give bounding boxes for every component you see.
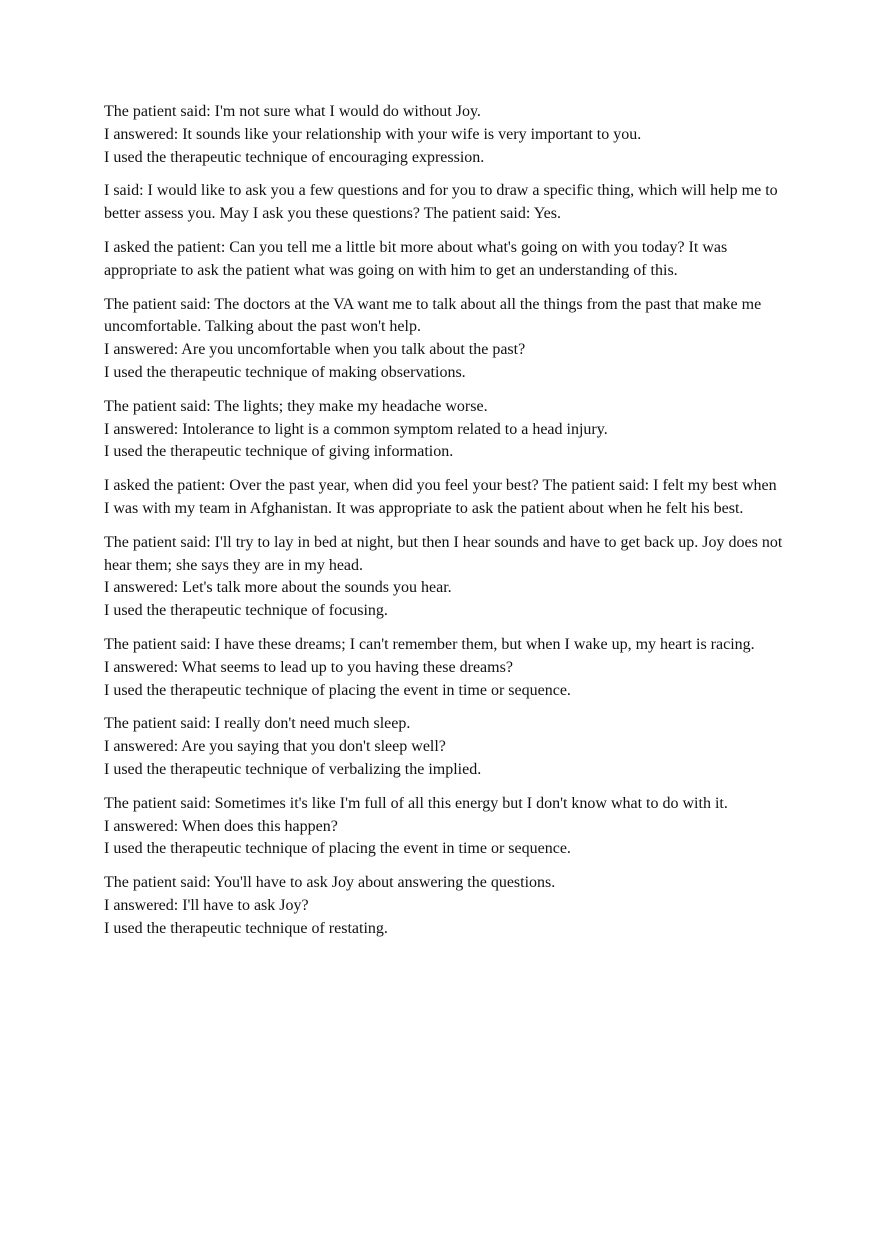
text-line: I used the therapeutic technique of making observations. xyxy=(104,363,466,381)
text-line: I used the therapeutic technique of verbalizing the implied. xyxy=(104,760,482,778)
paragraph xyxy=(104,532,784,623)
text-line: I used the therapeutic technique of focusing. xyxy=(104,602,388,620)
text-line: The patient said: The lights; they make my headache worse. xyxy=(104,397,488,415)
text-line: I answered: I'll have to ask Joy? xyxy=(104,896,309,914)
paragraph xyxy=(104,475,784,521)
text-line: I used the therapeutic technique of restating. xyxy=(104,919,388,937)
text-line: The patient said: You'll have to ask Joy about answering the questions. xyxy=(104,874,556,892)
text-line: I asked the patient: Over the past year, when did you feel your best? The patient said: I felt my best when I was with my team in Afghanistan. It was appropriate to ask the patient about when he felt his best. xyxy=(104,477,777,517)
text-line: The patient said: I really don't need much sleep. xyxy=(104,715,411,733)
text-line: I said: I would like to ask you a few questions and for you to draw a specific thing, which will help me to better assess you. May I ask you these questions? The patient said: Yes. xyxy=(104,182,778,223)
text-line: I answered: Are you uncomfortable when you talk about the past? xyxy=(104,341,526,359)
text-line: I answered: It sounds like your relationship with your wife is very important to you. xyxy=(104,125,642,143)
paragraph xyxy=(104,396,784,464)
text-line: I used the therapeutic technique of placing the event in time or sequence. xyxy=(104,840,571,858)
text-line: I answered: Let's talk more about the sounds you hear. xyxy=(104,579,452,597)
text-line: The patient said: I have these dreams; I can't remember them, but when I wake up, my heart is racing. xyxy=(104,635,755,653)
text-line: I answered: Are you saying that you don't sleep well? xyxy=(104,738,446,756)
paragraph xyxy=(104,793,784,861)
paragraph xyxy=(104,101,784,169)
paragraph xyxy=(104,872,784,940)
text-line: The patient said: I'm not sure what I would do without Joy. xyxy=(104,103,481,120)
paragraph xyxy=(104,634,784,702)
paragraph xyxy=(104,237,784,283)
text-line: I answered: When does this happen? xyxy=(104,817,338,835)
paragraph xyxy=(104,713,784,781)
text-line: I used the therapeutic technique of encouraging expression. xyxy=(104,148,485,166)
text-line: I answered: What seems to lead up to you having these dreams? xyxy=(104,658,513,676)
text-line: The patient said: Sometimes it's like I'm full of all this energy but I don't know what to do with it. xyxy=(104,794,728,812)
text-line: I asked the patient: Can you tell me a little bit more about what's going on with you today? It was appropriate to ask the patient what was going on with him to get an understanding of this. xyxy=(104,238,728,279)
paragraph xyxy=(104,294,784,385)
text-line: The patient said: The doctors at the VA want me to talk about all the things from the past that make me uncomfortable. Talking about the past won't help. xyxy=(104,295,762,336)
paragraph xyxy=(104,180,784,226)
text-line: I answered: Intolerance to light is a common symptom related to a head injury. xyxy=(104,420,608,438)
document-page xyxy=(104,101,784,952)
text-line: I used the therapeutic technique of giving information. xyxy=(104,443,454,461)
text-line: The patient said: I'll try to lay in bed at night, but then I hear sounds and have to get back up. Joy does not hear them; she says they are in my head. xyxy=(104,533,783,574)
text-line: I used the therapeutic technique of placing the event in time or sequence. xyxy=(104,681,571,699)
